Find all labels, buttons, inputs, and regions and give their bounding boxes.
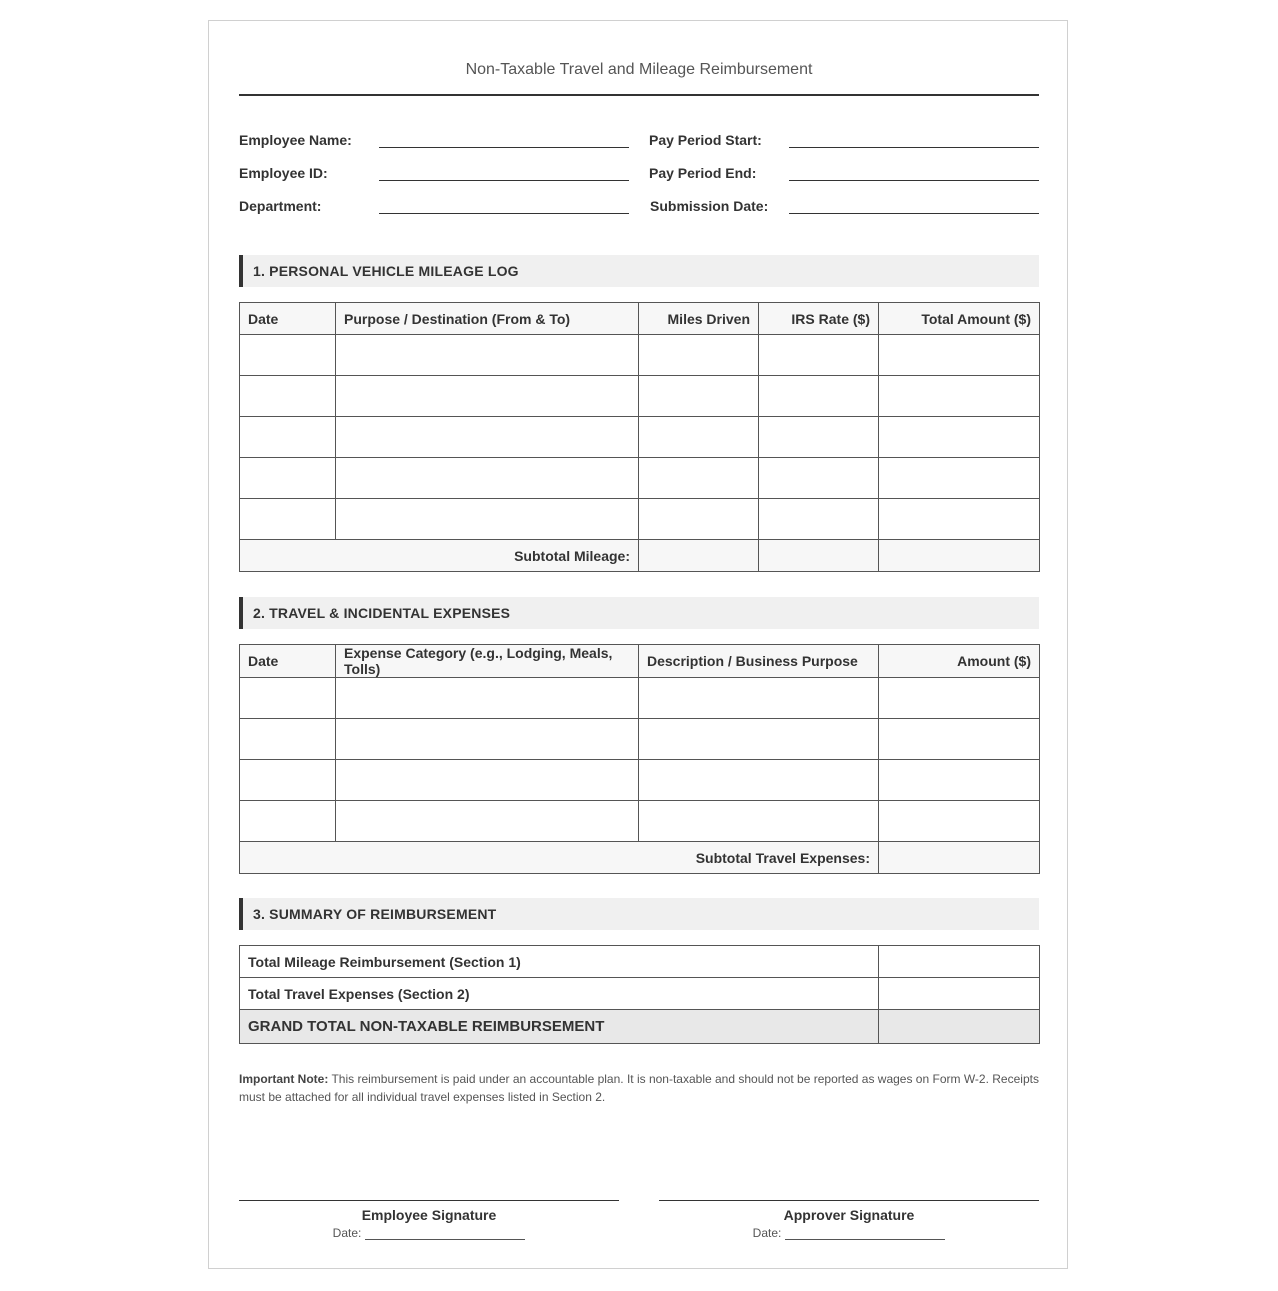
col-total: Total Amount ($) (879, 303, 1040, 335)
form-page (208, 20, 1068, 1269)
table-row (240, 335, 1040, 376)
table-cell[interactable] (759, 335, 879, 376)
subtotal-row (240, 842, 1040, 874)
summary-travel-label: Total Travel Expenses (Section 2) (240, 978, 879, 1010)
table-cell[interactable] (240, 376, 336, 417)
table-row (240, 719, 1040, 760)
table-header-row (240, 645, 1040, 678)
employee-signature-label: Employee Signature (361, 1207, 497, 1223)
table-cell[interactable] (759, 499, 879, 540)
table-row (240, 760, 1040, 801)
grand-total-cell[interactable] (879, 1010, 1040, 1044)
subtotal-travel-cell[interactable] (879, 842, 1040, 874)
table-cell[interactable] (879, 499, 1040, 540)
table-cell[interactable] (336, 499, 639, 540)
summary-travel-cell[interactable] (879, 978, 1040, 1010)
table-cell[interactable] (336, 760, 639, 801)
pay-period-start-label: Pay Period Start: (649, 132, 762, 148)
table-cell[interactable] (240, 417, 336, 458)
section2-heading: 2. TRAVEL & INCIDENTAL EXPENSES (239, 597, 1039, 629)
subtotal-mileage-label: Subtotal Mileage: (240, 540, 639, 572)
employee-signature-line[interactable] (239, 1200, 619, 1201)
subtotal-travel-label: Subtotal Travel Expenses: (240, 842, 879, 874)
table-cell[interactable] (639, 760, 879, 801)
section1-heading: 1. PERSONAL VEHICLE MILEAGE LOG (239, 255, 1039, 287)
form-title: Non-Taxable Travel and Mileage Reimbursement (465, 61, 813, 78)
table-header-row (240, 303, 1040, 335)
subtotal-rate-cell[interactable] (759, 540, 879, 572)
note-label: Important Note: (239, 1072, 329, 1086)
table-cell[interactable] (759, 376, 879, 417)
employee-id-label: Employee ID: (239, 165, 328, 181)
grand-total-label: GRAND TOTAL NON-TAXABLE REIMBURSEMENT (240, 1010, 879, 1044)
col-purpose: Purpose / Destination (From & To) (336, 303, 639, 335)
table-row (240, 376, 1040, 417)
approver-signature-line[interactable] (659, 1200, 1039, 1201)
subtotal-row (240, 540, 1040, 572)
department-field[interactable] (379, 213, 629, 214)
table-cell[interactable] (336, 376, 639, 417)
table-cell[interactable] (639, 678, 879, 719)
col-description: Description / Business Purpose (639, 645, 879, 678)
col-rate: IRS Rate ($) (759, 303, 879, 335)
title-divider (239, 94, 1039, 96)
summary-mileage-cell[interactable] (879, 946, 1040, 978)
table-cell[interactable] (759, 458, 879, 499)
submission-date-label: Submission Date: (650, 198, 769, 214)
employee-name-label: Employee Name: (239, 132, 352, 148)
col-date: Date (240, 303, 336, 335)
table-cell[interactable] (639, 499, 759, 540)
summary-row-mileage (240, 946, 1040, 978)
submission-date-field[interactable] (789, 213, 1039, 214)
table-cell[interactable] (879, 801, 1040, 842)
approver-date-field[interactable] (785, 1227, 945, 1240)
employee-date-label: Date: (332, 1226, 362, 1240)
table-cell[interactable] (336, 458, 639, 499)
table-cell[interactable] (240, 499, 336, 540)
table-cell[interactable] (879, 678, 1040, 719)
table-cell[interactable] (879, 760, 1040, 801)
table-cell[interactable] (240, 335, 336, 376)
table-cell[interactable] (240, 760, 336, 801)
table-cell[interactable] (879, 376, 1040, 417)
table-cell[interactable] (639, 458, 759, 499)
table-cell[interactable] (336, 801, 639, 842)
summary-table (239, 945, 1040, 1044)
approver-date-label: Date: (752, 1226, 782, 1240)
table-cell[interactable] (879, 417, 1040, 458)
table-row (240, 458, 1040, 499)
employee-signature-date (239, 1226, 619, 1240)
col-amount: Amount ($) (879, 645, 1040, 678)
table-row (240, 678, 1040, 719)
grand-total-row (240, 1010, 1040, 1044)
table-cell[interactable] (639, 719, 879, 760)
travel-expenses-table (239, 644, 1040, 874)
table-cell[interactable] (240, 678, 336, 719)
mileage-log-table (239, 302, 1040, 572)
approver-signature-date (659, 1226, 1039, 1240)
important-note (239, 1070, 1039, 1106)
table-cell[interactable] (759, 417, 879, 458)
subtotal-amount-cell[interactable] (879, 540, 1040, 572)
employee-name-field[interactable] (379, 147, 629, 148)
employee-date-field[interactable] (365, 1227, 525, 1240)
department-label: Department: (239, 198, 322, 214)
table-cell[interactable] (639, 801, 879, 842)
table-cell[interactable] (639, 376, 759, 417)
table-row (240, 499, 1040, 540)
table-cell[interactable] (336, 335, 639, 376)
table-cell[interactable] (336, 417, 639, 458)
table-cell[interactable] (336, 719, 639, 760)
table-cell[interactable] (639, 335, 759, 376)
summary-mileage-label: Total Mileage Reimbursement (Section 1) (240, 946, 879, 978)
subtotal-miles-cell[interactable] (639, 540, 759, 572)
table-cell[interactable] (639, 417, 759, 458)
col-category: Expense Category (e.g., Lodging, Meals, Tolls) (336, 645, 639, 678)
table-cell[interactable] (336, 678, 639, 719)
approver-signature-label: Approver Signature (783, 1207, 915, 1223)
col-miles: Miles Driven (639, 303, 759, 335)
col-date: Date (240, 645, 336, 678)
section3-heading: 3. SUMMARY OF REIMBURSEMENT (239, 898, 1039, 930)
pay-period-end-label: Pay Period End: (649, 165, 757, 181)
table-cell[interactable] (240, 458, 336, 499)
table-cell[interactable] (240, 719, 336, 760)
pay-period-end-field[interactable] (789, 180, 1039, 181)
table-cell[interactable] (240, 801, 336, 842)
employee-id-field[interactable] (379, 180, 629, 181)
note-text: This reimbursement is paid under an accountable plan. It is non-taxable and should not be reported as wages on Form W-2. Receipts must be attached for all individual travel expenses listed in Section 2. (239, 1072, 1039, 1104)
table-row (240, 801, 1040, 842)
table-cell[interactable] (879, 335, 1040, 376)
pay-period-start-field[interactable] (789, 147, 1039, 148)
summary-row-travel (240, 978, 1040, 1010)
table-cell[interactable] (879, 719, 1040, 760)
table-cell[interactable] (879, 458, 1040, 499)
table-row (240, 417, 1040, 458)
